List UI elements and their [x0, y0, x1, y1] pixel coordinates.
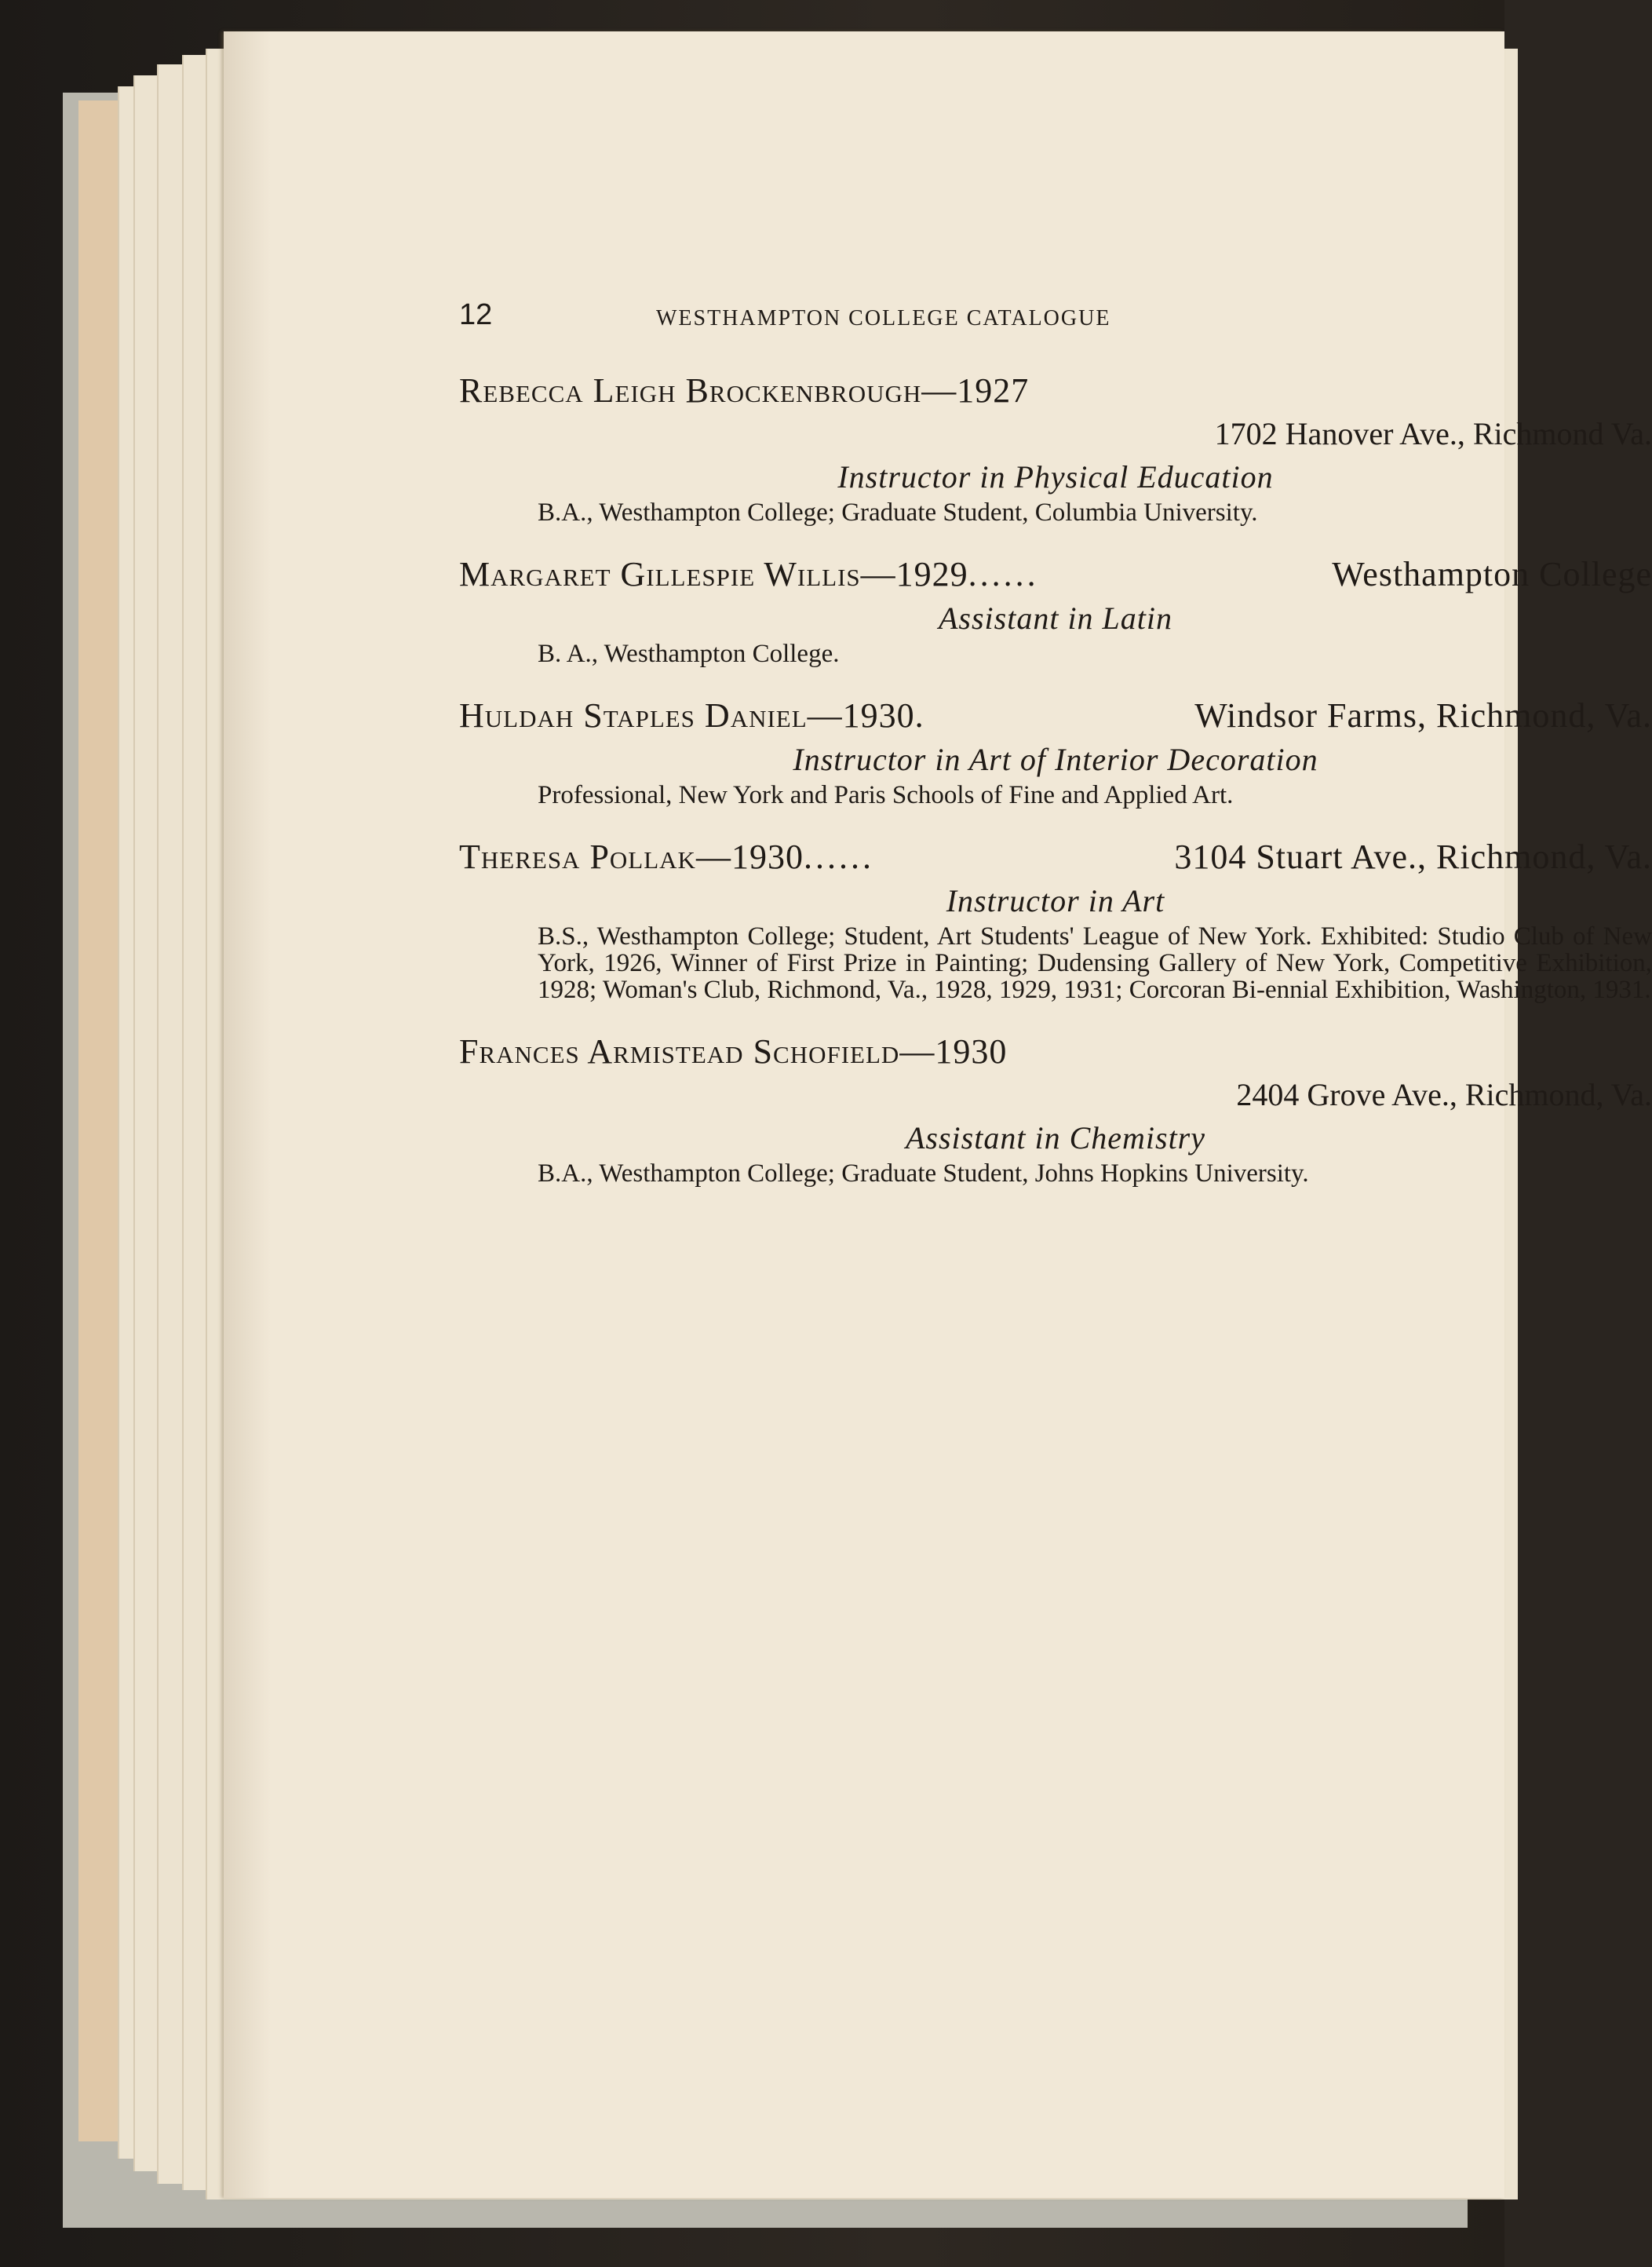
page-header	[224, 298, 1504, 345]
name-line	[459, 369, 1652, 413]
faculty-credentials: Professional, New York and Paris Schools of Fine and Applied Art.	[538, 781, 1234, 809]
running-head: WESTHAMPTON COLLEGE CATALOGUE	[656, 306, 1111, 330]
dot-leader: .	[914, 696, 924, 735]
dot-leader: ......	[803, 838, 874, 876]
faculty-title: Assistant in Chemistry	[905, 1120, 1206, 1155]
appointment-year: —1930	[899, 1032, 1008, 1071]
page-number: 12	[459, 298, 493, 331]
faculty-address: Westhampton College	[1332, 555, 1652, 593]
name-line	[459, 835, 1652, 879]
faculty-name: Huldah Staples Daniel	[459, 696, 808, 735]
faculty-entry	[459, 835, 1652, 1003]
faculty-title: Assistant in Latin	[938, 601, 1173, 636]
faculty-address: 2404 Grove Ave., Richmond, Va.	[1236, 1077, 1652, 1112]
faculty-entry	[459, 694, 1652, 809]
catalogue-page	[224, 31, 1652, 2198]
faculty-address: 1702 Hanover Ave., Richmond Va.	[1214, 416, 1652, 451]
name-line	[459, 553, 1652, 597]
name-line	[459, 694, 1652, 738]
faculty-entry	[459, 553, 1652, 667]
faculty-title: Instructor in Art	[946, 883, 1165, 918]
appointment-year: —1927	[921, 371, 1030, 410]
appointment-year: —1929	[860, 555, 968, 593]
faculty-title: Instructor in Art of Interior Decoration	[793, 742, 1318, 777]
faculty-name: Frances Armistead Schofield	[459, 1032, 900, 1071]
name-line	[459, 1030, 1652, 1074]
faculty-address: 3104 Stuart Ave., Richmond, Va.	[1174, 838, 1652, 876]
faculty-title: Instructor in Physical Education	[837, 459, 1274, 495]
appointment-year: —1930	[695, 838, 804, 876]
faculty-name: Margaret Gillespie Willis	[459, 555, 861, 593]
faculty-credentials: B.S., Westhampton College; Student, Art Students' League of New York. Exhibited: Studio Club of New York, 1926, Winner of First Prize in Painting; Dudensing Gallery of New York, Competitive Exhibition, 1928; Woman's Club, Richmond, Va., 1928, 1929, 1931; Corcoran Bi-ennial Exhibition, Washington, 1931.	[538, 922, 1652, 1004]
faculty-credentials: B. A., Westhampton College.	[538, 640, 840, 668]
faculty-list	[459, 369, 1652, 1214]
dot-leader: ......	[968, 555, 1039, 593]
faculty-name: Theresa Pollak	[459, 838, 696, 876]
faculty-address: Windsor Farms, Richmond, Va.	[1194, 696, 1652, 735]
faculty-credentials: B.A., Westhampton College; Graduate Student, Columbia University.	[538, 498, 1258, 527]
faculty-entry	[459, 369, 1652, 526]
faculty-name: Rebecca Leigh Brockenbrough	[459, 371, 922, 410]
faculty-credentials: B.A., Westhampton College; Graduate Student, Johns Hopkins University.	[538, 1159, 1309, 1188]
faculty-entry	[459, 1030, 1652, 1187]
appointment-year: —1930	[807, 696, 915, 735]
